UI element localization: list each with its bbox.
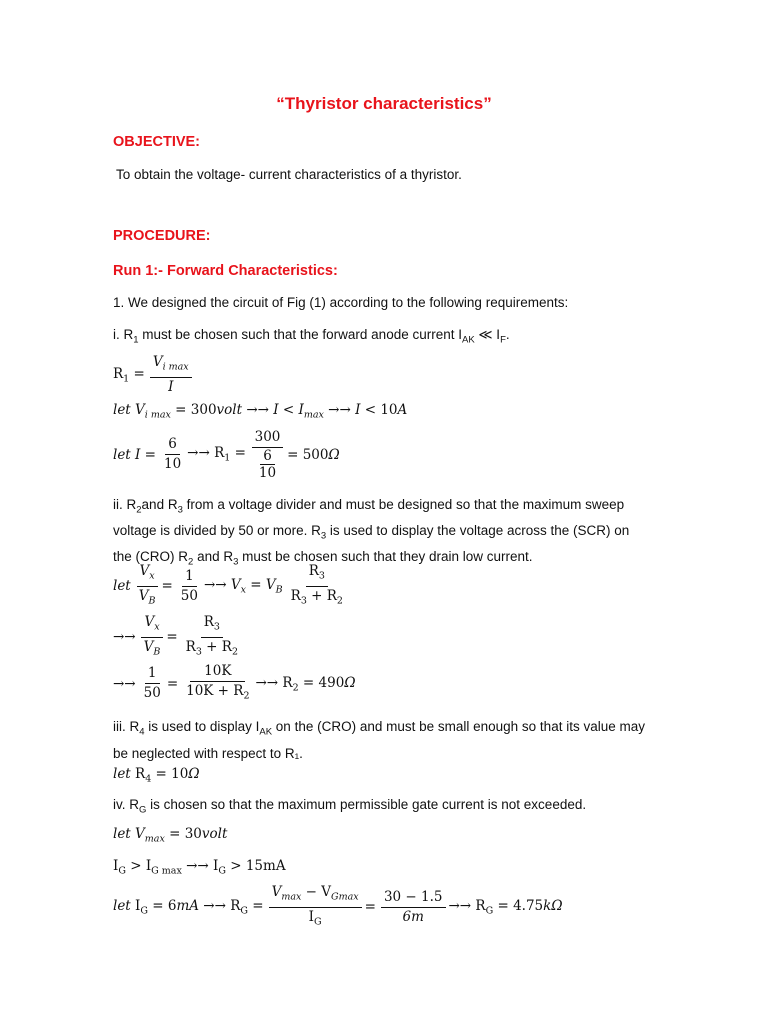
text: 1 — [145, 665, 160, 684]
step-iv-text — [113, 797, 586, 816]
text: ≪ I — [474, 327, 501, 342]
fraction — [136, 563, 159, 609]
subscript: Gmax — [331, 891, 359, 903]
text: 1 — [182, 568, 197, 587]
text: let — [113, 578, 131, 595]
equation-divider-1 — [113, 563, 349, 609]
subscript: G — [140, 905, 148, 917]
subscript: max — [281, 891, 302, 903]
step-1-text: 1. We designed the circuit of Fig (1) according to the following requirements: — [113, 295, 569, 310]
text: →→ R — [199, 897, 241, 914]
fraction — [150, 354, 192, 396]
text: = 6 — [147, 897, 177, 914]
subscript: 2 — [188, 557, 194, 569]
text: V — [135, 826, 145, 842]
text: = — [246, 576, 266, 593]
subscript: G max — [151, 865, 182, 877]
text: = 500 — [287, 446, 329, 463]
subscript: G — [118, 865, 126, 877]
text: let — [113, 446, 131, 463]
text: = 4.75 — [493, 897, 544, 914]
text: R — [185, 638, 196, 655]
text: 6m — [402, 908, 424, 925]
text: mA — [176, 897, 199, 914]
text: 6 — [165, 436, 180, 455]
text: must be chosen such that the forward anode current I — [138, 327, 462, 342]
fraction — [183, 614, 241, 660]
text: kΩ — [543, 897, 563, 914]
text: . — [505, 327, 510, 342]
subscript: 2 — [336, 595, 343, 607]
text: volt — [201, 826, 228, 842]
subscript: 3 — [195, 646, 202, 658]
fraction — [288, 563, 346, 609]
equation-divider-2 — [113, 614, 244, 660]
text: = — [166, 629, 178, 646]
subscript: 3 — [320, 530, 327, 542]
text: →→ — [242, 402, 274, 418]
equation-ig-limit — [113, 858, 286, 877]
fraction — [381, 889, 446, 926]
subscript: 1 — [133, 334, 139, 346]
text: + R — [306, 587, 337, 604]
text: V — [144, 614, 155, 630]
text: = — [230, 445, 246, 462]
text: V — [138, 587, 149, 604]
text: R — [203, 614, 214, 630]
text: R — [130, 766, 146, 782]
text: →→ — [323, 402, 356, 418]
text: I — [355, 402, 361, 418]
subscript: x — [154, 621, 160, 633]
subscript: B — [148, 595, 156, 607]
text: = 10 — [151, 766, 189, 782]
text: = 30 — [164, 826, 202, 842]
text: R — [113, 365, 124, 382]
subscript: G — [218, 865, 226, 877]
text: Ω — [344, 674, 356, 691]
fraction — [141, 614, 164, 660]
equation-v-max — [113, 826, 227, 845]
subscript: 2 — [136, 504, 142, 516]
text: = — [247, 897, 264, 914]
text: = — [140, 446, 156, 463]
equation-let-vi-max — [113, 402, 407, 421]
text: I — [273, 402, 279, 418]
objective-text: To obtain the voltage- current characteristics of a thyristor. — [116, 167, 462, 182]
text: V — [135, 402, 145, 418]
text: I — [298, 402, 304, 418]
text: < — [278, 402, 299, 418]
text: voltage is divided by 50 or more. R — [113, 523, 321, 539]
equation-r1 — [113, 354, 195, 396]
text: let — [113, 402, 131, 418]
subscript: 3 — [318, 570, 325, 582]
text: iv. R — [113, 797, 139, 812]
step-i-text — [113, 327, 510, 346]
text: on the (CRO) and must be small enough so that its value may — [272, 719, 645, 734]
text: = 300 — [170, 402, 217, 418]
text: I — [130, 897, 141, 914]
fraction — [256, 449, 279, 480]
text: ii. R — [113, 497, 137, 512]
text: V — [271, 884, 282, 900]
subscript: 1 — [123, 373, 130, 385]
text: must be chosen such that they drain low current. — [238, 549, 533, 565]
subscript: 3 — [233, 557, 239, 569]
text: R — [308, 563, 319, 579]
fraction — [183, 663, 252, 705]
text: V — [230, 576, 241, 593]
subscript: B — [153, 646, 161, 658]
subscript: F — [500, 334, 506, 346]
text: > I — [125, 858, 152, 874]
page-title: “Thyristor characteristics” — [276, 94, 492, 113]
subscript: x — [149, 570, 155, 582]
text: and R — [193, 549, 234, 565]
equation-r4 — [113, 766, 200, 785]
step-ii-text — [113, 495, 629, 574]
text: V — [152, 354, 163, 370]
text: volt — [216, 402, 243, 418]
fraction — [269, 884, 362, 930]
text: 10 — [163, 456, 182, 472]
subscript: 2 — [292, 682, 299, 694]
fraction — [251, 429, 284, 480]
procedure-heading: PROCEDURE: — [113, 228, 211, 244]
subscript: 3 — [213, 621, 220, 633]
text: →→ — [113, 675, 136, 692]
subscript: 3 — [300, 595, 307, 607]
text: the (CRO) R — [113, 549, 189, 565]
text: = 490 — [298, 674, 345, 691]
run1-heading: Run 1:- Forward Characteristics: — [113, 263, 338, 279]
text: from a voltage divider and must be designed so that the maximum sweep — [182, 497, 625, 512]
text: Ω — [328, 446, 340, 463]
subscript: i max — [144, 409, 171, 421]
fraction — [141, 665, 164, 702]
text: = — [161, 578, 173, 595]
text: →→ R — [448, 897, 486, 914]
equation-rg — [113, 884, 566, 930]
text: I — [168, 378, 174, 395]
text: is used to display the voltage across the (SCR) on — [326, 523, 630, 539]
text: and R — [141, 497, 178, 512]
text: I — [113, 858, 119, 874]
subscript: 2 — [243, 690, 250, 702]
objective-heading: OBJECTIVE: — [113, 134, 201, 150]
text: A — [397, 402, 408, 418]
text: V — [143, 638, 154, 655]
text: 10 — [258, 465, 277, 481]
subscript: AK — [259, 726, 273, 738]
text: 6 — [260, 449, 275, 465]
text: = — [129, 365, 145, 382]
text: < 10 — [360, 402, 398, 418]
text: let — [113, 897, 131, 914]
text: Ω — [188, 766, 200, 782]
text: I — [308, 908, 314, 925]
text: i. R — [113, 327, 134, 342]
text: = — [364, 899, 376, 916]
text: 50 — [180, 587, 198, 604]
text: + R — [201, 638, 232, 655]
text: let — [113, 826, 131, 842]
text: − V — [301, 884, 332, 900]
fraction — [178, 568, 201, 605]
text: R — [290, 587, 301, 604]
subscript: G — [485, 905, 494, 917]
text: be neglected with respect to R₁. — [113, 745, 303, 761]
text: 50 — [143, 685, 161, 702]
subscript: G — [139, 804, 147, 816]
text: 10K — [190, 663, 245, 682]
text: iii. R — [113, 719, 140, 734]
subscript: max — [144, 833, 165, 845]
text: > 15mA — [225, 858, 286, 874]
text: is chosen so that the maximum permissible gate current is not exceeded. — [146, 797, 587, 812]
fraction — [161, 436, 184, 473]
subscript: 2 — [231, 646, 238, 658]
text: 10K + R — [186, 683, 244, 699]
text: let — [113, 766, 131, 782]
subscript: G — [313, 916, 322, 928]
text: 300 — [252, 429, 284, 448]
text: →→ — [203, 576, 231, 593]
subscript: 3 — [177, 504, 183, 516]
subscript: 4 — [145, 773, 152, 785]
subscript: i max — [162, 361, 189, 373]
text: 30 − 1.5 — [381, 889, 446, 908]
subscript: B — [275, 584, 283, 596]
text: →→ R — [187, 445, 225, 462]
text: = — [166, 675, 179, 692]
subscript: 1 — [224, 452, 231, 464]
text: →→ — [113, 629, 136, 646]
subscript: AK — [461, 334, 475, 346]
subscript: 4 — [139, 726, 145, 738]
equation-divider-3 — [113, 663, 359, 705]
text: is used to display I — [144, 719, 260, 734]
subscript: max — [303, 409, 324, 421]
text: →→ R — [255, 674, 293, 691]
text: →→ I — [181, 858, 219, 874]
text: V — [139, 563, 150, 579]
subscript: G — [240, 905, 248, 917]
step-iii-text — [113, 716, 645, 764]
equation-let-i — [113, 429, 343, 480]
subscript: x — [240, 584, 246, 596]
text: I — [135, 446, 141, 463]
text: V — [265, 576, 276, 593]
